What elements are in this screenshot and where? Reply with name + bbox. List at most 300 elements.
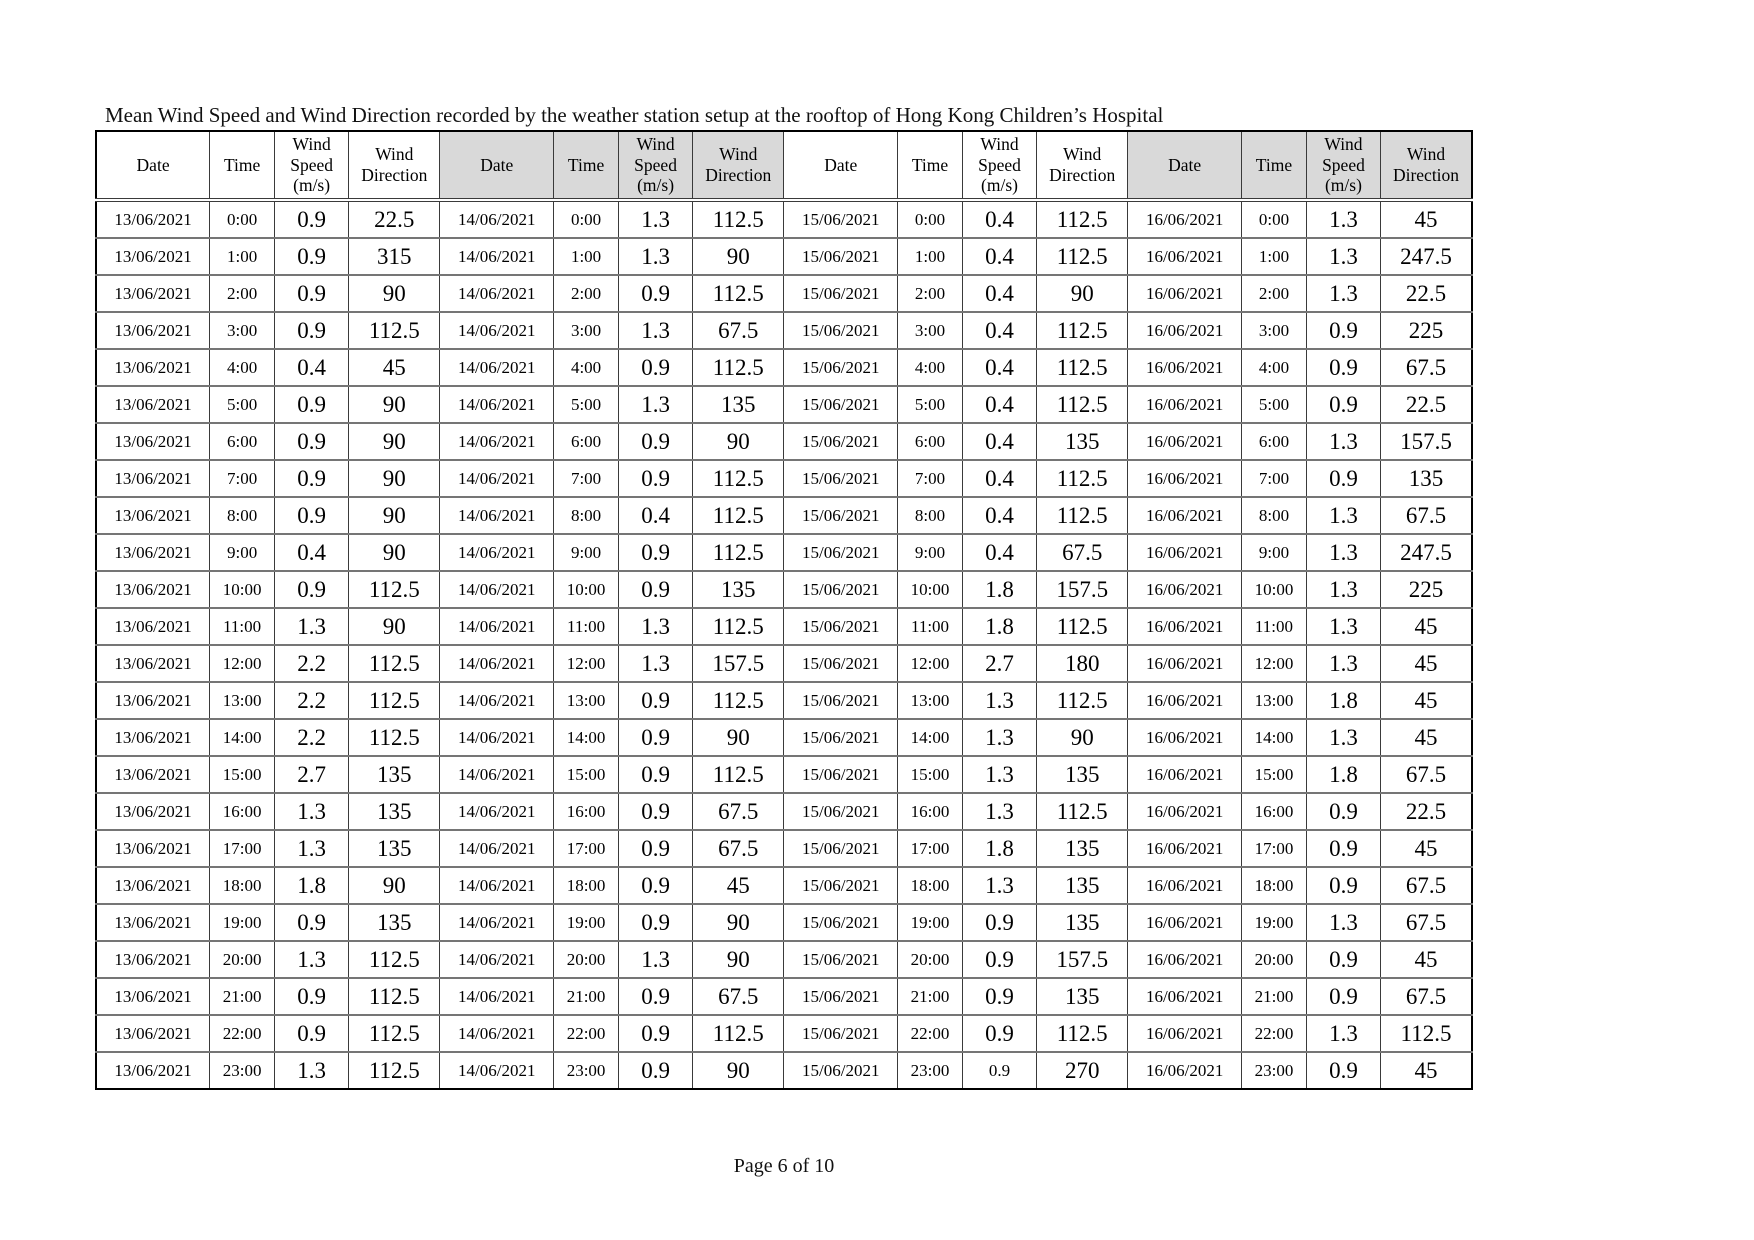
header-cell-date: Date — [96, 131, 210, 200]
wind-speed-cell: 1.3 — [619, 941, 693, 978]
wind-direction-cell: 135 — [1037, 830, 1128, 867]
date-cell: 16/06/2021 — [1128, 460, 1242, 497]
date-cell: 14/06/2021 — [440, 571, 554, 608]
date-cell: 13/06/2021 — [96, 200, 210, 238]
date-cell: 13/06/2021 — [96, 904, 210, 941]
time-cell: 13:00 — [1242, 682, 1307, 719]
time-cell: 9:00 — [898, 534, 963, 571]
date-cell: 14/06/2021 — [440, 497, 554, 534]
wind-speed-cell: 2.2 — [275, 719, 349, 756]
wind-direction-cell: 90 — [693, 238, 784, 275]
wind-direction-cell: 225 — [1381, 571, 1473, 608]
wind-speed-cell: 1.3 — [1306, 719, 1380, 756]
time-cell: 12:00 — [1242, 645, 1307, 682]
date-cell: 15/06/2021 — [784, 941, 898, 978]
date-cell: 14/06/2021 — [440, 941, 554, 978]
wind-speed-cell: 0.9 — [619, 349, 693, 386]
page-title: Mean Wind Speed and Wind Direction recorded by the weather station setup at the rooftop of Hong Kong Children’s Hospital — [105, 103, 1164, 127]
header-cell-wind-direction: Wind Direction — [349, 131, 440, 200]
wind-direction-cell: 225 — [1381, 312, 1473, 349]
wind-speed-cell: 0.4 — [962, 534, 1036, 571]
wind-speed-cell: 0.4 — [962, 349, 1036, 386]
header-cell-date: Date — [784, 131, 898, 200]
time-cell: 16:00 — [1242, 793, 1307, 830]
wind-speed-cell: 1.3 — [1306, 571, 1380, 608]
wind-direction-cell: 45 — [1381, 608, 1473, 645]
date-cell: 16/06/2021 — [1128, 386, 1242, 423]
time-cell: 5:00 — [554, 386, 619, 423]
table-row — [96, 645, 1472, 682]
table-row — [96, 571, 1472, 608]
wind-speed-cell: 1.8 — [962, 830, 1036, 867]
date-cell: 16/06/2021 — [1128, 534, 1242, 571]
wind-speed-cell: 0.9 — [275, 238, 349, 275]
wind-direction-cell: 90 — [349, 608, 440, 645]
date-cell: 16/06/2021 — [1128, 349, 1242, 386]
wind-speed-cell: 0.9 — [619, 1052, 693, 1089]
date-cell: 16/06/2021 — [1128, 682, 1242, 719]
time-cell: 5:00 — [898, 386, 963, 423]
wind-direction-cell: 67.5 — [693, 312, 784, 349]
wind-direction-cell: 67.5 — [1381, 756, 1473, 793]
date-cell: 16/06/2021 — [1128, 830, 1242, 867]
time-cell: 21:00 — [554, 978, 619, 1015]
time-cell: 20:00 — [898, 941, 963, 978]
wind-direction-cell: 67.5 — [693, 830, 784, 867]
wind-speed-cell: 1.3 — [619, 608, 693, 645]
wind-speed-cell: 0.9 — [619, 830, 693, 867]
date-cell: 13/06/2021 — [96, 238, 210, 275]
wind-speed-cell: 0.9 — [275, 1015, 349, 1052]
time-cell: 13:00 — [554, 682, 619, 719]
wind-speed-cell: 1.8 — [962, 571, 1036, 608]
table-row — [96, 386, 1472, 423]
date-cell: 15/06/2021 — [784, 275, 898, 312]
time-cell: 21:00 — [210, 978, 275, 1015]
wind-speed-cell: 2.7 — [962, 645, 1036, 682]
time-cell: 18:00 — [898, 867, 963, 904]
wind-direction-cell: 112.5 — [349, 1052, 440, 1089]
time-cell: 11:00 — [1242, 608, 1307, 645]
time-cell: 14:00 — [898, 719, 963, 756]
wind-speed-cell: 0.9 — [619, 571, 693, 608]
wind-direction-cell: 247.5 — [1381, 238, 1473, 275]
wind-direction-cell: 112.5 — [349, 1015, 440, 1052]
time-cell: 20:00 — [554, 941, 619, 978]
date-cell: 13/06/2021 — [96, 793, 210, 830]
date-cell: 13/06/2021 — [96, 867, 210, 904]
wind-speed-cell: 0.9 — [962, 904, 1036, 941]
wind-direction-cell: 112.5 — [1037, 238, 1128, 275]
wind-direction-cell: 22.5 — [1381, 793, 1473, 830]
wind-speed-cell: 0.9 — [275, 200, 349, 238]
date-cell: 14/06/2021 — [440, 904, 554, 941]
wind-speed-cell: 1.3 — [1306, 275, 1380, 312]
header-cell-wind-speed: Wind Speed (m/s) — [1306, 131, 1380, 200]
date-cell: 13/06/2021 — [96, 386, 210, 423]
date-cell: 15/06/2021 — [784, 1052, 898, 1089]
time-cell: 15:00 — [210, 756, 275, 793]
wind-table — [95, 130, 1473, 1090]
wind-speed-cell: 1.3 — [275, 793, 349, 830]
wind-speed-cell: 0.9 — [1306, 793, 1380, 830]
time-cell: 19:00 — [898, 904, 963, 941]
date-cell: 16/06/2021 — [1128, 423, 1242, 460]
time-cell: 0:00 — [898, 200, 963, 238]
wind-direction-cell: 135 — [349, 793, 440, 830]
wind-speed-cell: 0.9 — [275, 275, 349, 312]
date-cell: 15/06/2021 — [784, 719, 898, 756]
time-cell: 22:00 — [898, 1015, 963, 1052]
date-cell: 13/06/2021 — [96, 423, 210, 460]
wind-speed-cell: 0.4 — [962, 312, 1036, 349]
date-cell: 16/06/2021 — [1128, 867, 1242, 904]
wind-speed-cell: 0.9 — [619, 719, 693, 756]
time-cell: 23:00 — [554, 1052, 619, 1089]
date-cell: 15/06/2021 — [784, 423, 898, 460]
date-cell: 13/06/2021 — [96, 534, 210, 571]
wind-direction-cell: 112.5 — [1037, 386, 1128, 423]
wind-speed-cell: 0.9 — [962, 1052, 1036, 1089]
table-row — [96, 1052, 1472, 1089]
time-cell: 0:00 — [210, 200, 275, 238]
wind-speed-cell: 0.9 — [1306, 312, 1380, 349]
table-row — [96, 867, 1472, 904]
wind-direction-cell: 315 — [349, 238, 440, 275]
time-cell: 20:00 — [1242, 941, 1307, 978]
date-cell: 14/06/2021 — [440, 756, 554, 793]
wind-direction-cell: 135 — [1037, 423, 1128, 460]
table-row — [96, 349, 1472, 386]
date-cell: 16/06/2021 — [1128, 312, 1242, 349]
wind-speed-cell: 0.9 — [1306, 941, 1380, 978]
date-cell: 13/06/2021 — [96, 460, 210, 497]
time-cell: 1:00 — [898, 238, 963, 275]
wind-speed-cell: 0.9 — [1306, 386, 1380, 423]
wind-speed-cell: 1.3 — [962, 719, 1036, 756]
wind-direction-cell: 157.5 — [693, 645, 784, 682]
date-cell: 15/06/2021 — [784, 386, 898, 423]
wind-direction-cell: 112.5 — [693, 608, 784, 645]
wind-speed-cell: 0.4 — [962, 460, 1036, 497]
time-cell: 3:00 — [210, 312, 275, 349]
wind-speed-cell: 0.4 — [962, 238, 1036, 275]
wind-direction-cell: 112.5 — [349, 312, 440, 349]
wind-direction-cell: 112.5 — [693, 275, 784, 312]
table-header — [96, 131, 1472, 200]
time-cell: 3:00 — [898, 312, 963, 349]
wind-direction-cell: 67.5 — [1381, 978, 1473, 1015]
wind-direction-cell: 90 — [349, 534, 440, 571]
wind-direction-cell: 112.5 — [1037, 1015, 1128, 1052]
table-row — [96, 719, 1472, 756]
wind-speed-cell: 0.9 — [275, 978, 349, 1015]
wind-direction-cell: 90 — [349, 460, 440, 497]
date-cell: 13/06/2021 — [96, 645, 210, 682]
time-cell: 12:00 — [554, 645, 619, 682]
date-cell: 15/06/2021 — [784, 349, 898, 386]
page-footer: Page 6 of 10 — [733, 1155, 835, 1177]
date-cell: 15/06/2021 — [784, 756, 898, 793]
time-cell: 17:00 — [210, 830, 275, 867]
time-cell: 7:00 — [554, 460, 619, 497]
time-cell: 10:00 — [210, 571, 275, 608]
time-cell: 22:00 — [1242, 1015, 1307, 1052]
wind-direction-cell: 22.5 — [1381, 386, 1473, 423]
wind-direction-cell: 135 — [693, 571, 784, 608]
wind-speed-cell: 0.9 — [275, 460, 349, 497]
time-cell: 21:00 — [1242, 978, 1307, 1015]
time-cell: 23:00 — [210, 1052, 275, 1089]
date-cell: 16/06/2021 — [1128, 793, 1242, 830]
wind-speed-cell: 0.9 — [619, 534, 693, 571]
date-cell: 14/06/2021 — [440, 534, 554, 571]
wind-direction-cell: 67.5 — [1381, 349, 1473, 386]
time-cell: 14:00 — [210, 719, 275, 756]
date-cell: 13/06/2021 — [96, 608, 210, 645]
wind-direction-cell: 67.5 — [693, 978, 784, 1015]
time-cell: 5:00 — [210, 386, 275, 423]
wind-direction-cell: 112.5 — [1037, 349, 1128, 386]
date-cell: 16/06/2021 — [1128, 238, 1242, 275]
header-row — [96, 131, 1472, 200]
time-cell: 2:00 — [210, 275, 275, 312]
wind-speed-cell: 1.3 — [1306, 497, 1380, 534]
wind-speed-cell: 0.4 — [275, 349, 349, 386]
time-cell: 4:00 — [210, 349, 275, 386]
date-cell: 14/06/2021 — [440, 238, 554, 275]
wind-direction-cell: 45 — [349, 349, 440, 386]
table-row — [96, 238, 1472, 275]
date-cell: 16/06/2021 — [1128, 756, 1242, 793]
time-cell: 22:00 — [554, 1015, 619, 1052]
time-cell: 23:00 — [898, 1052, 963, 1089]
date-cell: 16/06/2021 — [1128, 1015, 1242, 1052]
wind-direction-cell: 45 — [1381, 719, 1473, 756]
wind-direction-cell: 45 — [1381, 200, 1473, 238]
table-row — [96, 460, 1472, 497]
date-cell: 15/06/2021 — [784, 608, 898, 645]
header-cell-date: Date — [1128, 131, 1242, 200]
time-cell: 18:00 — [1242, 867, 1307, 904]
date-cell: 14/06/2021 — [440, 830, 554, 867]
table-row — [96, 978, 1472, 1015]
date-cell: 15/06/2021 — [784, 571, 898, 608]
wind-direction-cell: 90 — [693, 719, 784, 756]
table-row — [96, 756, 1472, 793]
wind-direction-cell: 45 — [1381, 1052, 1473, 1089]
wind-direction-cell: 135 — [349, 904, 440, 941]
wind-direction-cell: 90 — [1037, 275, 1128, 312]
wind-direction-cell: 112.5 — [693, 1015, 784, 1052]
date-cell: 13/06/2021 — [96, 1052, 210, 1089]
wind-speed-cell: 0.9 — [275, 571, 349, 608]
wind-direction-cell: 112.5 — [693, 460, 784, 497]
wind-speed-cell: 2.2 — [275, 645, 349, 682]
date-cell: 16/06/2021 — [1128, 978, 1242, 1015]
wind-speed-cell: 0.9 — [619, 460, 693, 497]
date-cell: 14/06/2021 — [440, 386, 554, 423]
wind-direction-cell: 90 — [349, 275, 440, 312]
time-cell: 14:00 — [554, 719, 619, 756]
table-row — [96, 200, 1472, 238]
wind-speed-cell: 1.3 — [962, 793, 1036, 830]
wind-speed-cell: 0.9 — [619, 867, 693, 904]
wind-speed-cell: 1.3 — [275, 941, 349, 978]
date-cell: 13/06/2021 — [96, 312, 210, 349]
wind-speed-cell: 1.3 — [1306, 1015, 1380, 1052]
wind-direction-cell: 67.5 — [693, 793, 784, 830]
date-cell: 15/06/2021 — [784, 1015, 898, 1052]
wind-direction-cell: 135 — [1037, 756, 1128, 793]
time-cell: 10:00 — [1242, 571, 1307, 608]
wind-direction-cell: 90 — [693, 904, 784, 941]
date-cell: 15/06/2021 — [784, 793, 898, 830]
wind-speed-cell: 1.3 — [1306, 423, 1380, 460]
wind-direction-cell: 112.5 — [1037, 312, 1128, 349]
date-cell: 13/06/2021 — [96, 275, 210, 312]
date-cell: 14/06/2021 — [440, 423, 554, 460]
date-cell: 13/06/2021 — [96, 941, 210, 978]
date-cell: 15/06/2021 — [784, 867, 898, 904]
wind-speed-cell: 1.8 — [275, 867, 349, 904]
wind-speed-cell: 0.9 — [275, 312, 349, 349]
time-cell: 21:00 — [898, 978, 963, 1015]
date-cell: 16/06/2021 — [1128, 275, 1242, 312]
date-cell: 16/06/2021 — [1128, 608, 1242, 645]
wind-direction-cell: 22.5 — [1381, 275, 1473, 312]
table-row — [96, 1015, 1472, 1052]
wind-direction-cell: 135 — [1037, 978, 1128, 1015]
date-cell: 16/06/2021 — [1128, 1052, 1242, 1089]
date-cell: 16/06/2021 — [1128, 571, 1242, 608]
time-cell: 5:00 — [1242, 386, 1307, 423]
wind-direction-cell: 112.5 — [1037, 682, 1128, 719]
wind-direction-cell: 67.5 — [1381, 497, 1473, 534]
time-cell: 19:00 — [1242, 904, 1307, 941]
wind-speed-cell: 0.9 — [619, 756, 693, 793]
wind-direction-cell: 112.5 — [349, 941, 440, 978]
date-cell: 13/06/2021 — [96, 1015, 210, 1052]
time-cell: 12:00 — [898, 645, 963, 682]
date-cell: 16/06/2021 — [1128, 941, 1242, 978]
table-row — [96, 312, 1472, 349]
wind-direction-cell: 112.5 — [1037, 460, 1128, 497]
wind-direction-cell: 247.5 — [1381, 534, 1473, 571]
date-cell: 15/06/2021 — [784, 978, 898, 1015]
time-cell: 20:00 — [210, 941, 275, 978]
time-cell: 23:00 — [1242, 1052, 1307, 1089]
header-cell-time: Time — [210, 131, 275, 200]
wind-speed-cell: 0.9 — [619, 682, 693, 719]
table-row — [96, 904, 1472, 941]
time-cell: 2:00 — [898, 275, 963, 312]
date-cell: 14/06/2021 — [440, 793, 554, 830]
date-cell: 14/06/2021 — [440, 349, 554, 386]
date-cell: 14/06/2021 — [440, 719, 554, 756]
wind-direction-cell: 45 — [1381, 941, 1473, 978]
wind-direction-cell: 112.5 — [1037, 497, 1128, 534]
time-cell: 7:00 — [898, 460, 963, 497]
time-cell: 2:00 — [1242, 275, 1307, 312]
wind-direction-cell: 112.5 — [349, 978, 440, 1015]
wind-speed-cell: 0.9 — [275, 497, 349, 534]
wind-direction-cell: 112.5 — [1381, 1015, 1473, 1052]
date-cell: 14/06/2021 — [440, 608, 554, 645]
wind-speed-cell: 0.4 — [962, 423, 1036, 460]
date-cell: 14/06/2021 — [440, 867, 554, 904]
wind-speed-cell: 0.4 — [962, 386, 1036, 423]
table-row — [96, 682, 1472, 719]
time-cell: 3:00 — [1242, 312, 1307, 349]
wind-direction-cell: 112.5 — [349, 682, 440, 719]
table-body — [96, 200, 1472, 1089]
wind-direction-cell: 22.5 — [349, 200, 440, 238]
date-cell: 15/06/2021 — [784, 830, 898, 867]
time-cell: 6:00 — [210, 423, 275, 460]
wind-speed-cell: 0.4 — [619, 497, 693, 534]
wind-direction-cell: 135 — [1037, 867, 1128, 904]
time-cell: 17:00 — [1242, 830, 1307, 867]
time-cell: 22:00 — [210, 1015, 275, 1052]
wind-speed-cell: 0.9 — [962, 978, 1036, 1015]
date-cell: 15/06/2021 — [784, 682, 898, 719]
wind-speed-cell: 0.9 — [1306, 1052, 1380, 1089]
wind-direction-cell: 45 — [1381, 830, 1473, 867]
time-cell: 8:00 — [210, 497, 275, 534]
wind-direction-cell: 90 — [349, 423, 440, 460]
date-cell: 15/06/2021 — [784, 497, 898, 534]
date-cell: 15/06/2021 — [784, 904, 898, 941]
header-cell-wind-speed: Wind Speed (m/s) — [962, 131, 1036, 200]
time-cell: 12:00 — [210, 645, 275, 682]
wind-direction-cell: 67.5 — [1381, 904, 1473, 941]
date-cell: 13/06/2021 — [96, 830, 210, 867]
time-cell: 8:00 — [554, 497, 619, 534]
time-cell: 11:00 — [898, 608, 963, 645]
wind-speed-cell: 0.9 — [962, 1015, 1036, 1052]
time-cell: 11:00 — [210, 608, 275, 645]
wind-direction-cell: 67.5 — [1381, 867, 1473, 904]
wind-speed-cell: 0.9 — [619, 978, 693, 1015]
wind-direction-cell: 112.5 — [1037, 608, 1128, 645]
time-cell: 16:00 — [554, 793, 619, 830]
wind-speed-cell: 0.4 — [275, 534, 349, 571]
wind-direction-cell: 112.5 — [693, 756, 784, 793]
time-cell: 9:00 — [210, 534, 275, 571]
wind-direction-cell: 180 — [1037, 645, 1128, 682]
time-cell: 11:00 — [554, 608, 619, 645]
wind-direction-cell: 90 — [693, 1052, 784, 1089]
wind-speed-cell: 0.9 — [619, 793, 693, 830]
date-cell: 15/06/2021 — [784, 460, 898, 497]
header-cell-wind-speed: Wind Speed (m/s) — [619, 131, 693, 200]
date-cell: 14/06/2021 — [440, 1052, 554, 1089]
wind-speed-cell: 0.9 — [1306, 349, 1380, 386]
time-cell: 18:00 — [210, 867, 275, 904]
wind-speed-cell: 1.3 — [275, 830, 349, 867]
wind-speed-cell: 1.3 — [619, 238, 693, 275]
header-cell-time: Time — [554, 131, 619, 200]
date-cell: 16/06/2021 — [1128, 719, 1242, 756]
time-cell: 17:00 — [898, 830, 963, 867]
time-cell: 8:00 — [1242, 497, 1307, 534]
wind-speed-cell: 1.3 — [275, 608, 349, 645]
wind-direction-cell: 45 — [693, 867, 784, 904]
header-cell-time: Time — [898, 131, 963, 200]
wind-direction-cell: 135 — [349, 756, 440, 793]
table-row — [96, 793, 1472, 830]
